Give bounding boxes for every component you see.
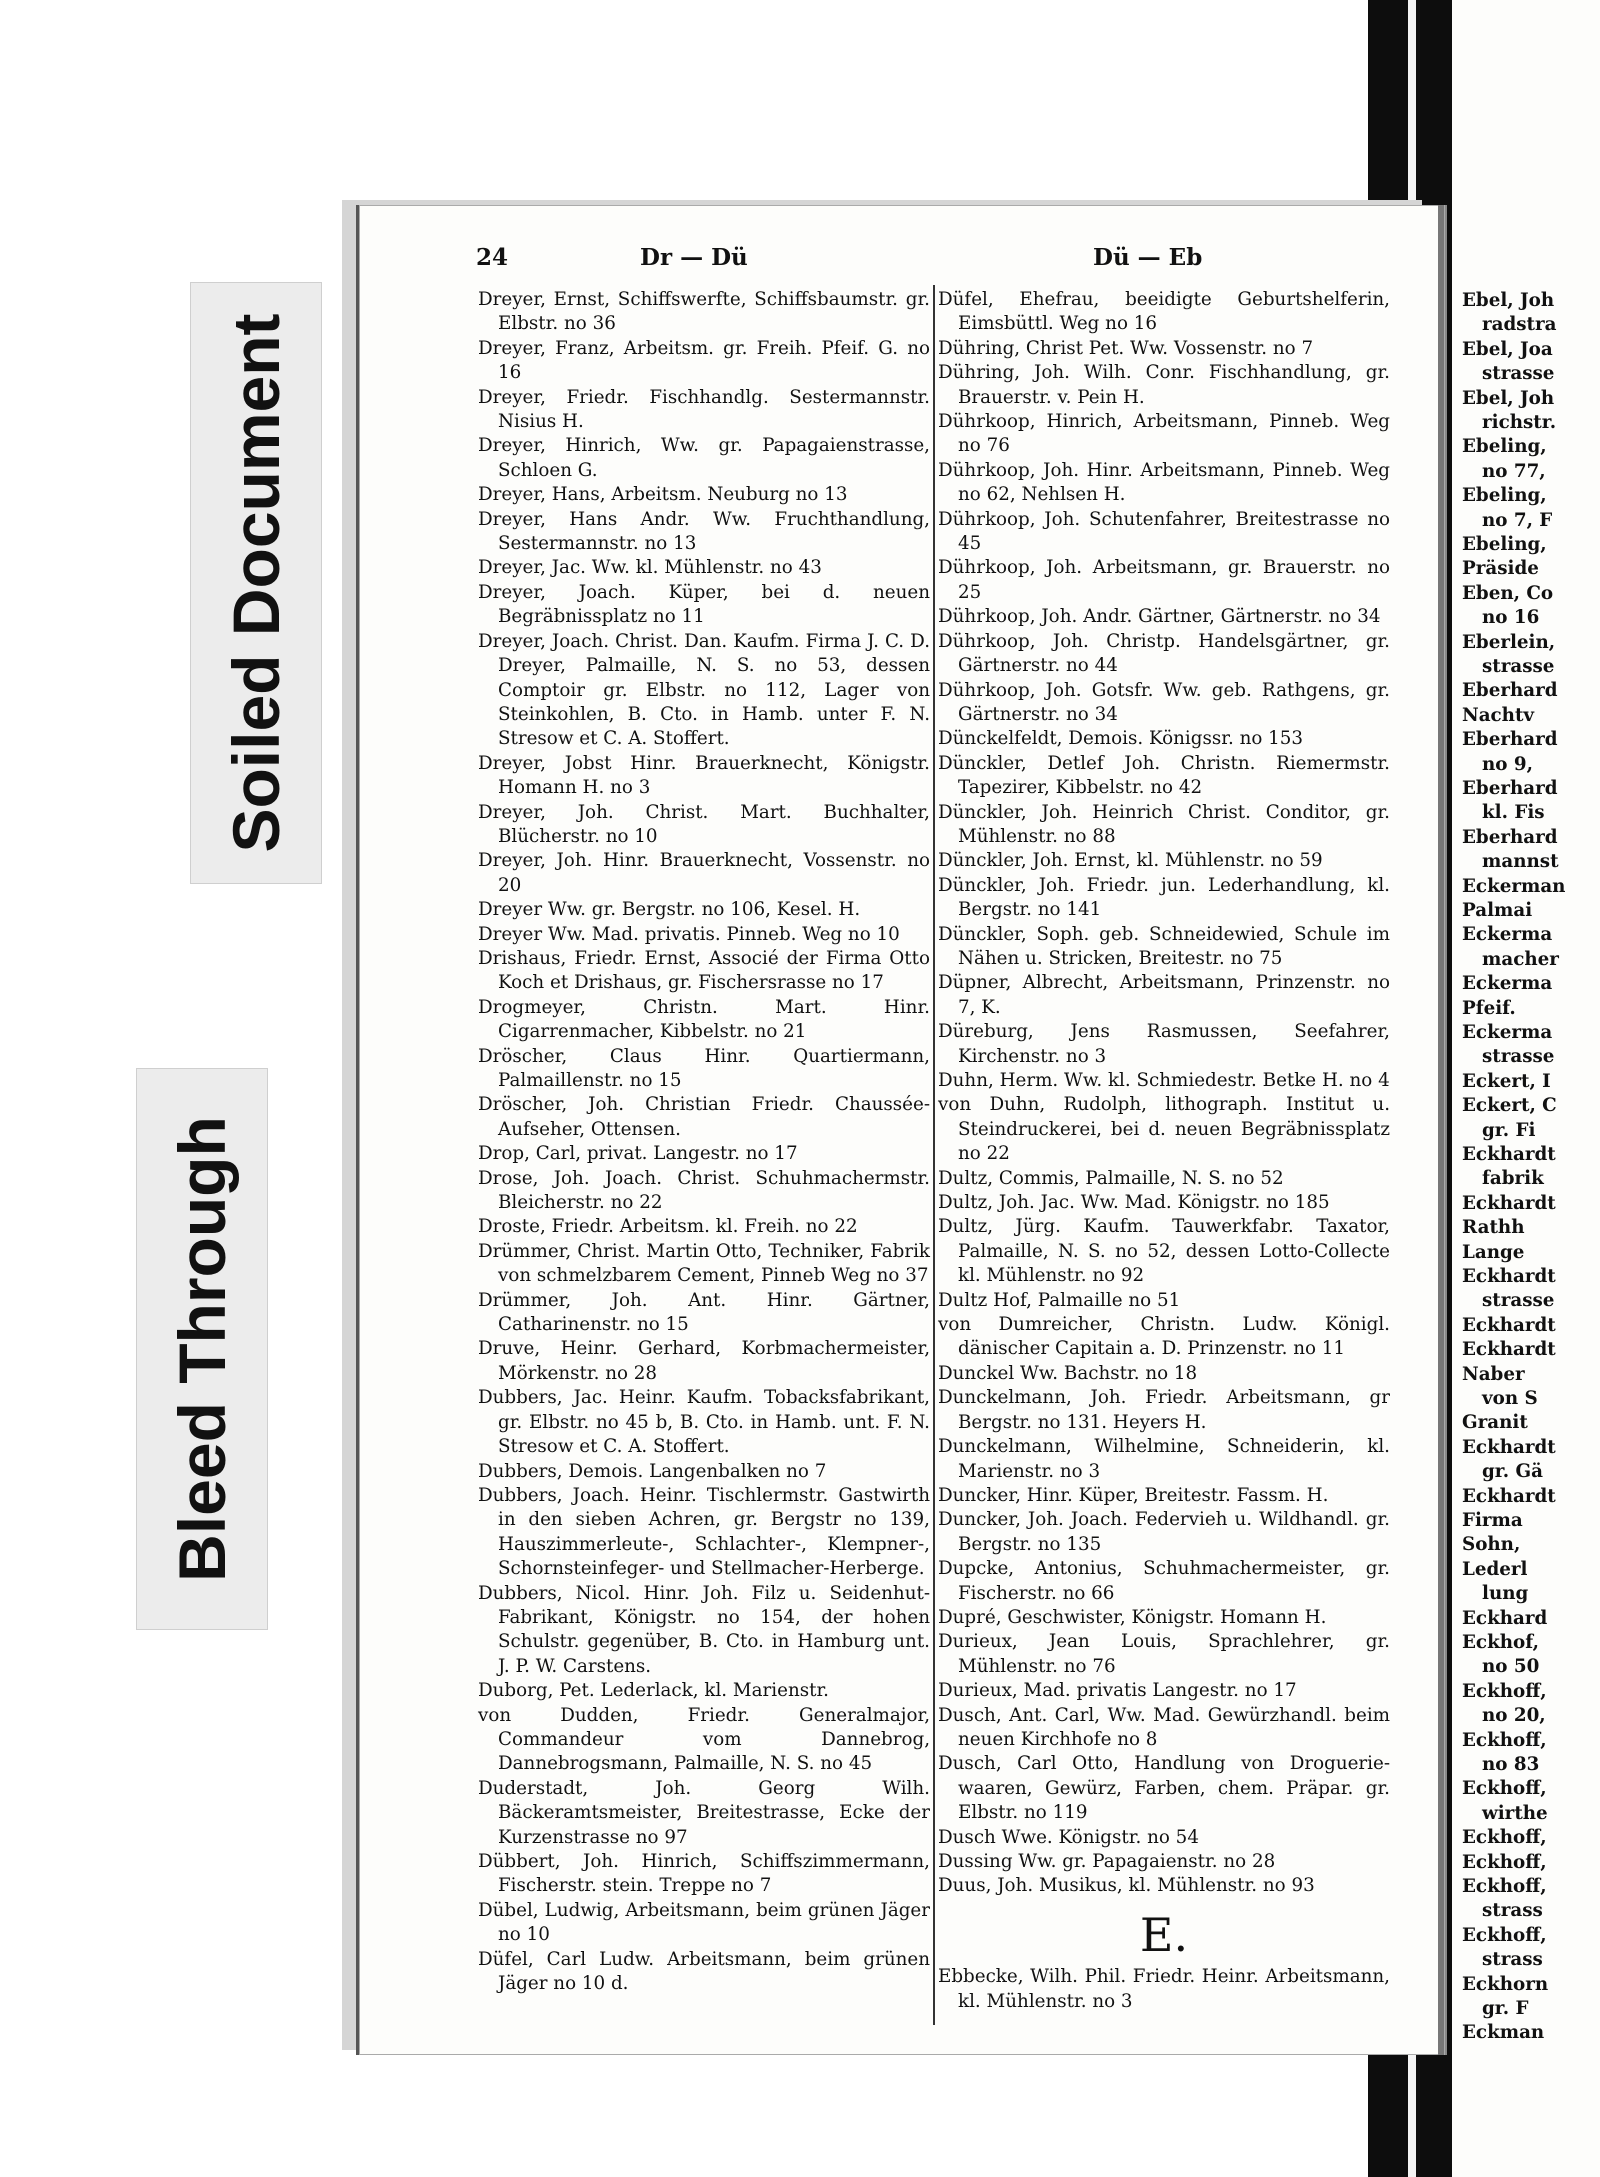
directory-entry: Drishaus, Friedr. Ernst, Associé der Firma Otto Koch et Drishaus, gr. Fischersrasse no 17 bbox=[478, 947, 930, 994]
directory-entry: Dröscher, Joh. Christian Friedr. Chausséе-Aufseher, Ottensen. bbox=[478, 1094, 930, 1140]
directory-entry: Dührkoop, Hinrich, Arbeitsmann, Pinneb. Weg no 76 bbox=[938, 411, 1390, 457]
directory-entry: Dreyer Ww. Mad. privatis. Pinneb. Weg no 10 bbox=[478, 923, 900, 945]
directory-entry: Dusch, Carl Otto, Handlung von Droguerie-waaren, Gewürz, Farben, chem. Präpar. gr. Elbstr. no 119 bbox=[938, 1753, 1390, 1824]
strip-fragment: Ebeling, bbox=[1462, 534, 1547, 555]
strip-fragment: Eberhard bbox=[1462, 729, 1558, 751]
strip-fragment: strasse bbox=[1482, 656, 1555, 677]
bleed-through-label bbox=[136, 1068, 268, 1630]
strip-fragment: no 50 bbox=[1482, 1656, 1540, 1678]
directory-entry: Dröscher, Claus Hinr. Quartiermann, Palmaillenstr. no 15 bbox=[478, 1045, 930, 1091]
directory-entry: Dreyer, Joach. Küper, bei d. neuen Begräbnissplatz no 11 bbox=[478, 581, 930, 628]
strip-fragment: Eckhoff, bbox=[1462, 1924, 1547, 1946]
directory-entry: Dünckler, Joh. Ernst, kl. Mühlenstr. no 59 bbox=[938, 850, 1323, 872]
strip-fragment: no 20, bbox=[1482, 1705, 1546, 1727]
page-edge bbox=[1438, 205, 1444, 2055]
strip-fragment: Naber bbox=[1462, 1363, 1525, 1385]
directory-entry: Duus, Joh. Musikus, kl. Mühlenstr. no 93 bbox=[938, 1875, 1315, 1897]
right-entries bbox=[938, 288, 1390, 1899]
strip-fragment: Eckert, I bbox=[1462, 1070, 1551, 1092]
strip-fragment: Lange bbox=[1462, 1241, 1525, 1263]
strip-fragment: gr. Gä bbox=[1482, 1461, 1543, 1483]
strip-fragment: Eckhardt bbox=[1462, 1144, 1556, 1165]
directory-entry: Dührkoop, Joh. Christp. Handelsgärtner, gr. Gärtnerstr. no 44 bbox=[938, 630, 1390, 677]
strip-fragment: Ebel, Joh bbox=[1462, 290, 1555, 311]
directory-entry: Dreyer, Jac. Ww. kl. Mühlenstr. no 43 bbox=[478, 557, 822, 579]
directory-entry: Dünckler, Soph. geb. Schneidewied, Schule im Nähen u. Stricken, Breitestr. no 75 bbox=[938, 923, 1390, 969]
strip-fragment: Eckhardt bbox=[1462, 1485, 1556, 1507]
directory-entry: Durieux, Jean Louis, Sprachlehrer, gr. Mühlenstr. no 76 bbox=[938, 1631, 1390, 1677]
strip-fragment: Eckerma bbox=[1462, 924, 1553, 946]
left-column bbox=[478, 288, 930, 1996]
directory-entry: Drümmer, Christ. Martin Otto, Techniker, Fabrik von schmelzbarem Cement, Pinneb Weg no 37 bbox=[478, 1240, 930, 1287]
directory-entry: Ebbecke, Wilh. Phil. Friedr. Heinr. Arbeitsmann, kl. Mühlenstr. no 3 bbox=[938, 1966, 1390, 2012]
strip-fragment: Eberhard bbox=[1462, 778, 1558, 799]
directory-entry: Duderstadt, Joh. Georg Wilh. Bäckeramtsmeister, Breitestrasse, Ecke der Kurzenstrasse no 97 bbox=[478, 1777, 930, 1848]
directory-entry: Dührkoop, Joh. Arbeitsmann, gr. Brauerstr. no 25 bbox=[938, 557, 1390, 603]
directory-entry: Duhn, Herm. Ww. kl. Schmiedestr. Betke H. no 4 bbox=[938, 1070, 1390, 1091]
strip-fragment: no 9, bbox=[1482, 753, 1533, 775]
strip-fragment: Eckhardt bbox=[1462, 1192, 1556, 1214]
directory-entry: Dultz, Joh. Jac. Ww. Mad. Königstr. no 185 bbox=[938, 1192, 1330, 1214]
strip-fragment: Eckhardt bbox=[1462, 1436, 1556, 1458]
strip-fragment: no 16 bbox=[1482, 607, 1540, 629]
strip-fragment: strass bbox=[1482, 1900, 1543, 1922]
strip-fragment: no 77, bbox=[1482, 460, 1546, 482]
directory-entry: Dührkoop, Joh. Hinr. Arbeitsmann, Pinneb. Weg no 62, Nehlsen H. bbox=[938, 459, 1390, 506]
strip-fragment: Eckhoff, bbox=[1462, 1851, 1547, 1873]
directory-entry: von Dudden, Friedr. Generalmajor, Commandeur vom Dannebrog, Dannebrogsmann, Palmaille, N. S. no 45 bbox=[478, 1704, 930, 1775]
directory-entry: Düfel, Carl Ludw. Arbeitsmann, beim grünen Jäger no 10 d. bbox=[478, 1948, 930, 1995]
directory-entry: Dupré, Geschwister, Königstr. Homann H. bbox=[938, 1606, 1327, 1628]
strip-fragment: Eben, Co bbox=[1462, 582, 1554, 604]
directory-entry: Drogmeyer, Christn. Mart. Hinr. Cigarrenmacher, Kibbelstr. no 21 bbox=[478, 996, 930, 1043]
strip-fragment: mannst bbox=[1482, 851, 1559, 873]
right-column bbox=[938, 288, 1390, 2014]
strip-fragment: Sohn, bbox=[1462, 1534, 1521, 1556]
directory-entry: Dreyer, Joh. Hinr. Brauerknecht, Vossenstr. no 20 bbox=[478, 850, 930, 896]
left-range-header: Dr — Dü bbox=[640, 244, 748, 271]
directory-entry: Dünckelfeldt, Demois. Königssr. no 153 bbox=[938, 728, 1304, 750]
strip-fragment: Ebel, Joa bbox=[1462, 338, 1553, 360]
strip-fragment: no 7, F bbox=[1482, 509, 1553, 531]
directory-entry: Dühring, Christ Pet. Ww. Vossenstr. no 7 bbox=[938, 337, 1314, 359]
directory-entry: Düfel, Ehefrau, beeidigte Geburtshelferin, Eimsbüttl. Weg no 16 bbox=[938, 289, 1390, 335]
right-entries-after bbox=[938, 1965, 1390, 2014]
strip-fragment: Eckhoff, bbox=[1462, 1729, 1547, 1751]
right-range-header: Dü — Eb bbox=[1093, 244, 1203, 271]
strip-fragment: lung bbox=[1482, 1583, 1529, 1605]
strip-fragment: Eckhorn bbox=[1462, 1973, 1549, 1995]
directory-entry: Durieux, Mad. privatis Langestr. no 17 bbox=[938, 1680, 1297, 1702]
strip-fragment: wirthe bbox=[1482, 1802, 1548, 1824]
directory-entry: Dübel, Ludwig, Arbeitsmann, beim grünen Jäger no 10 bbox=[478, 1899, 930, 1946]
directory-entry: Dubbers, Demois. Langenbalken no 7 bbox=[478, 1460, 827, 1482]
directory-entry: Dultz Hof, Palmaille no 51 bbox=[938, 1289, 1181, 1311]
strip-fragment: richstr. bbox=[1482, 412, 1557, 433]
strip-fragment: von S bbox=[1482, 1388, 1538, 1409]
strip-fragment: Eckhoff, bbox=[1462, 1680, 1547, 1702]
directory-entry: Düpner, Albrecht, Arbeitsmann, Prinzenstr. no 7, K. bbox=[938, 972, 1390, 1018]
directory-entry: Dübbert, Joh. Hinrich, Schiffszimmermann, Fischerstr. stein. Treppe no 7 bbox=[478, 1851, 930, 1897]
strip-fragment: Eckhof, bbox=[1462, 1632, 1540, 1653]
directory-entry: Droste, Friedr. Arbeitsm. kl. Freih. no 22 bbox=[478, 1216, 858, 1238]
directory-entry: Dubbers, Nicol. Hinr. Joh. Filz u. Seidenhut-Fabrikant, Königstr. no 154, der hohen Schulstr. gegenüber, B. Cto. in Hamburg unt. J. P. W. Carstens. bbox=[478, 1582, 930, 1677]
directory-entry: Dubbers, Joach. Heinr. Tischlermstr. Gastwirth in den sieben Achren, gr. Bergstr no 139, Hauszimmerleute-, Schlachter-, Klempner-, Schornsteinfeger- und Stellmacher-Herberge. bbox=[478, 1484, 930, 1580]
strip-fragment: no 83 bbox=[1482, 1754, 1540, 1775]
directory-entry: Dreyer, Ernst, Schiffswerfte, Schiffsbaumstr. gr. Elbstr. no 36 bbox=[478, 289, 930, 335]
strip-fragment: Palmai bbox=[1462, 900, 1533, 921]
strip-fragment: Eckhardt bbox=[1462, 1266, 1556, 1287]
strip-fragment: Eckhard bbox=[1462, 1607, 1548, 1629]
directory-entry: Düreburg, Jens Rasmussen, Seefahrer, Kirchenstr. no 3 bbox=[938, 1021, 1390, 1067]
directory-entry: Dultz, Jürg. Kaufm. Tauwerkfabr. Taxator, Palmaille, N. S. no 52, dessen Lotto-Collecte kl. Mühlenstr. no 92 bbox=[938, 1216, 1390, 1287]
strip-fragment: Ebel, Joh bbox=[1462, 387, 1555, 409]
soiled-document-label bbox=[190, 282, 322, 884]
directory-entry: von Dumreicher, Christn. Ludw. Königl. dänischer Capitain a. D. Prinzenstr. no 11 bbox=[938, 1314, 1390, 1360]
strip-fragment: Eckert, C bbox=[1462, 1095, 1557, 1117]
directory-entry: Dreyer, Hans, Arbeitsm. Neuburg no 13 bbox=[478, 484, 848, 506]
column-divider bbox=[933, 285, 935, 2025]
directory-entry: Dühring, Joh. Wilh. Conr. Fischhandlung, gr. Brauerstr. v. Pein H. bbox=[938, 362, 1390, 408]
directory-entry: Dunckelmann, Joh. Friedr. Arbeitsmann, gr Bergstr. no 131. Heyers H. bbox=[938, 1387, 1390, 1433]
soiled-document-text: Soiled Document bbox=[219, 313, 293, 853]
strip-fragment: Eckhoff, bbox=[1462, 1778, 1547, 1800]
strip-fragment: Eckhoff, bbox=[1462, 1827, 1547, 1849]
strip-fragment: kl. Fis bbox=[1482, 802, 1545, 824]
directory-entry: Drose, Joh. Joach. Christ. Schuhmachermstr. Bleicherstr. no 22 bbox=[478, 1167, 930, 1214]
section-letter: E. bbox=[1139, 1907, 1189, 1962]
page-number: 24 bbox=[476, 244, 509, 271]
directory-entry: Dünckler, Joh. Heinrich Christ. Conditor, gr. Mühlenstr. no 88 bbox=[938, 801, 1390, 847]
strip-fragment: Eberhard bbox=[1462, 826, 1558, 848]
strip-fragment: Ebeling, bbox=[1462, 485, 1547, 507]
directory-entry: Dupcke, Antonius, Schuhmachermeister, gr. Fischerstr. no 66 bbox=[938, 1558, 1390, 1604]
strip-fragment: Ebeling, bbox=[1462, 436, 1547, 458]
directory-entry: Dunckel Ww. Bachstr. no 18 bbox=[938, 1362, 1198, 1384]
strip-fragment: gr. F bbox=[1482, 1998, 1529, 2019]
strip-fragment: Eckerma bbox=[1462, 973, 1553, 995]
directory-entry: Duncker, Joh. Joach. Federvieh u. Wildhandl. gr. Bergstr. no 135 bbox=[938, 1509, 1390, 1555]
directory-entry: Dührkoop, Joh. Schutenfahrer, Breitestrasse no 45 bbox=[938, 508, 1390, 555]
strip-fragment: strasse bbox=[1482, 363, 1555, 385]
directory-entry: Dreyer, Hans Andr. Ww. Fruchthandlung, Sestermannstr. no 13 bbox=[478, 508, 930, 555]
strip-fragment: radstra bbox=[1482, 314, 1557, 336]
strip-fragment: Granit bbox=[1462, 1412, 1528, 1434]
strip-fragment: strasse bbox=[1482, 1290, 1555, 1312]
directory-entry: Drümmer, Joh. Ant. Hinr. Gärtner, Catharinenstr. no 15 bbox=[478, 1289, 930, 1336]
strip-fragment: macher bbox=[1482, 948, 1559, 970]
strip-fragment: strass bbox=[1482, 1949, 1543, 1971]
strip-fragment: Pfeif. bbox=[1462, 997, 1516, 1019]
directory-entry: Dreyer, Franz, Arbeitsm. gr. Freih. Pfeif. G. no 16 bbox=[478, 337, 930, 384]
directory-entry: Dreyer, Joach. Christ. Dan. Kaufm. Firma J. C. D. Dreyer, Palmaille, N. S. no 53, dessen Comptoir gr. Elbstr. no 112, Lager von Steinkohlen, B. Cto. in Hamb. unter F. N. Stresow et C. A. Stoffert. bbox=[478, 630, 930, 750]
directory-entry: Dreyer, Hinrich, Ww. gr. Papagaienstrasse, Schloen G. bbox=[478, 435, 930, 481]
strip-fragment: Eckhardt bbox=[1462, 1314, 1556, 1336]
strip-fragment: Firma bbox=[1462, 1510, 1523, 1531]
directory-entry: Dusch, Ant. Carl, Ww. Mad. Gewürzhandl. beim neuen Kirchhofe no 8 bbox=[938, 1704, 1390, 1750]
next-page-strip bbox=[1452, 0, 1600, 2177]
directory-entry: Dührkoop, Joh. Gotsfr. Ww. geb. Rathgens, gr. Gärtnerstr. no 34 bbox=[938, 679, 1390, 725]
directory-entry: Dreyer Ww. gr. Bergstr. no 106, Kesel. H. bbox=[478, 899, 861, 921]
directory-entry: Dusch Wwe. Königstr. no 54 bbox=[938, 1826, 1199, 1848]
strip-fragment: Eberlein, bbox=[1462, 631, 1556, 653]
directory-entry: Dührkoop, Joh. Andr. Gärtner, Gärtnerstr. no 34 bbox=[938, 606, 1381, 628]
directory-entry: Dussing Ww. gr. Papagaienstr. no 28 bbox=[938, 1851, 1276, 1872]
strip-fragment: Nachtv bbox=[1462, 704, 1535, 726]
directory-entry: Dreyer, Friedr. Fischhandlg. Sestermannstr. Nisius H. bbox=[478, 386, 930, 433]
strip-fragment: fabrik bbox=[1482, 1168, 1544, 1190]
directory-entry: Dreyer, Joh. Christ. Mart. Buchhalter, Blücherstr. no 10 bbox=[478, 801, 930, 847]
strip-fragment: gr. Fi bbox=[1482, 1119, 1536, 1141]
directory-entry: Dreyer, Jobst Hinr. Brauerknecht, Königstr. Homann H. no 3 bbox=[478, 752, 930, 799]
strip-fragment: Eckhoff, bbox=[1462, 1876, 1547, 1897]
directory-entry: Duborg, Pet. Lederlack, kl. Marienstr. bbox=[478, 1680, 829, 1702]
directory-entry: Dunckelmann, Wilhelmine, Schneiderin, kl. Marienstr. no 3 bbox=[938, 1436, 1390, 1482]
directory-entry: Dultz, Commis, Palmaille, N. S. no 52 bbox=[938, 1167, 1284, 1189]
strip-fragment: Eckman bbox=[1462, 2022, 1545, 2044]
directory-entry: von Duhn, Rudolph, lithograph. Institut u. Steindruckerei, bei d. neuen Begräbnissplatz no 22 bbox=[938, 1094, 1390, 1165]
strip-fragment: Eckhardt bbox=[1462, 1339, 1556, 1361]
directory-entry: Dünckler, Joh. Friedr. jun. Lederhandlung, kl. Bergstr. no 141 bbox=[938, 874, 1390, 921]
directory-entry: Drop, Carl, privat. Langestr. no 17 bbox=[478, 1143, 798, 1165]
strip-fragment: Präside bbox=[1462, 558, 1539, 580]
strip-fragment: strasse bbox=[1482, 1046, 1555, 1068]
strip-fragment: Eckerma bbox=[1462, 1022, 1553, 1043]
bleed-through-text: Bleed Through bbox=[165, 1116, 239, 1582]
strip-fragment: Lederl bbox=[1462, 1558, 1528, 1580]
directory-entry: Druve, Heinr. Gerhard, Korbmachermeister, Mörkenstr. no 28 bbox=[478, 1338, 930, 1384]
directory-entry: Dubbers, Jac. Heinr. Kaufm. Tobacksfabrikant, gr. Elbstr. no 45 b, B. Cto. in Hamb. unt. F. N. Stresow et C. A. Stoffert. bbox=[478, 1387, 930, 1458]
strip-fragment: Rathh bbox=[1462, 1217, 1525, 1239]
directory-entry: Dünckler, Detlef Joh. Christn. Riemermstr. Tapezirer, Kibbelstr. no 42 bbox=[938, 752, 1390, 799]
directory-entry: Duncker, Hinr. Küper, Breitestr. Fassm. H. bbox=[938, 1484, 1329, 1506]
strip-fragment: Eckerman bbox=[1462, 875, 1566, 897]
strip-fragment: Eberhard bbox=[1462, 680, 1558, 702]
